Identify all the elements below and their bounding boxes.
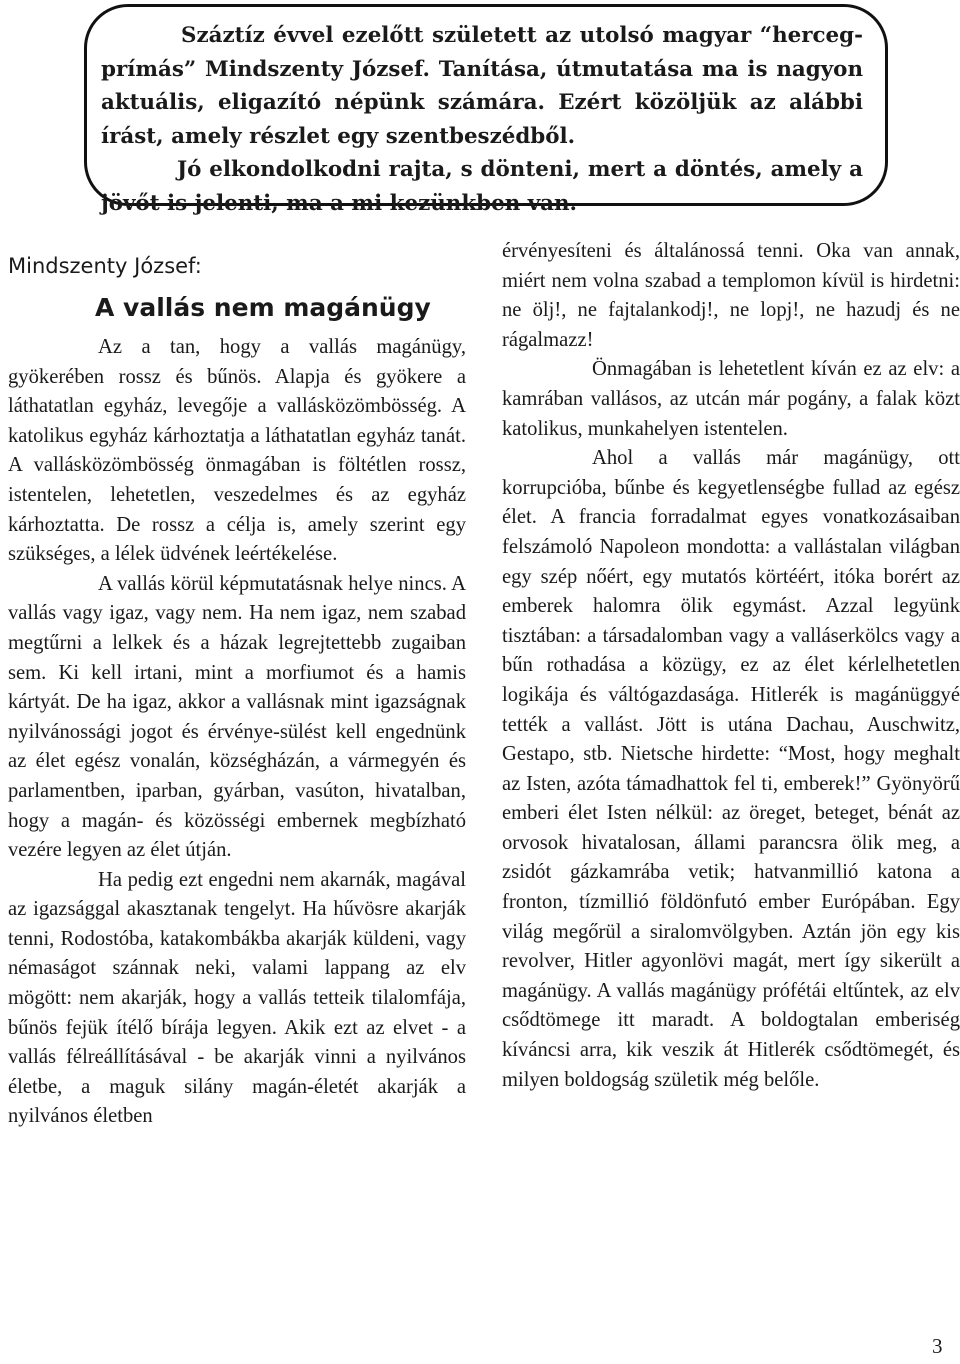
left-paragraph-1: Az a tan, hogy a vallás magánügy, gyökerében rossz és bűnös. Alapja és gyökere a láthatatlan egyház, levegője a vallásközömbösség. A katolikus egyház kárhoztatja a láthatatlan egyház tanát. A vallásközömbösség önmagában is föltétlen rossz, istentelen, lehetetlen, veszedelmes és az egyház kárhoztatta. De rossz a célja is, amely szerint egy szükséges, a lélek üdvének leértékelése. [8,336,466,566]
intro-paragraph-2: Jó elkondolkodni rajta, s dönteni, mert a döntés, amely a jövőt is jelenti, ma a mi kezünkben van. [101,157,863,216]
left-paragraph-2: A vallás körül képmutatásnak helye nincs. A vallás vagy igaz, vagy nem. Ha nem igaz, nem szabad megtűrni a lelkek és a házak legrejtettebb zugaiban sem. Ki kell irtani, mint a morfiumot és a hamis kártyát. De ha igaz, akkor a vallásnak mint igazságnak nyilvánossági jogot és érvénye-sülést kell engednünk az élet egész vonalán, községházán, a vármegyén és parlamentben, iparban, gyárban, vasúton, hivatalban, hogy a magán- és közösségi embernek megbízható vezére legyen az élet útján. [8,572,466,862]
intro-box [84,4,888,216]
right-paragraph-3: Ahol a vallás már magánügy, ott korrupcióba, bűnbe és kegyetlenségbe fullad az egész élet. A francia forradalmat egyes vonatkozásaiban felszámoló Napoleon mondotta: a vallástalan világban egy szép nőért, egy mutatós körtéért, itóka borért az emberek halomra ölik egymást. Azzal legyünk tisztában: a társadalomban vagy a valláserkölcs vagy a bűn rothadása a közügy, ez az élet kérlelhetetlen logikája és váltógazdasága. Hitlerék is magánüggyé tették a vallást. Jött is utána Dachau, Auschwitz, Gestapo, stb. Nietsche hirdette: “Most, hogy meghalt az Isten, azóta támadhattok fel ti, emberek!” Gyönyörű emberi élet Isten nélkül: az öreget, beteget, bénát az orvosok hivatalosan, állami parancsra ölik meg, a zsidót gázkamrába vetik; hatvanmillió katona a fronton, tízmillió földönfutó ember Európában. Egy világ megőrül a siralomvölgyben. Aztán jön egy kis revolver, Hitler agyonlövi magát, mert így sikerült a magánügy. A vallás magánügy prófétái eltűntek, az elv csődtömege itt maradt. A boldogtalan emberiség kíváncsi arra, kik veszik át Hitlerék csődtömegét, és milyen boldogság születik még belőle. [502,447,960,1091]
right-paragraph-1: érvényesíteni és általánossá tenni. Oka van annak, miért nem volna szabad a templomon kívül is hirdetni: ne ölj!, ne fajtalankodj!, ne lopj!, ne hazudj és ne rágalmazz! [502,240,960,351]
right-paragraph-2: Önmagában is lehetetlent kíván ez az elv: a kamrában vallásos, az utcán már pogány, a falak közt katolikus, munkahelyen istentelen. [502,358,960,440]
left-column [8,251,466,1132]
article-title: A vallás nem magánügy [95,293,431,322]
article-author: Mindszenty József: [8,254,202,278]
right-column [502,237,960,1095]
intro-paragraph-1: Száztíz évvel ezelőtt született az utolsó magyar “hercegprímás” Mindszenty József. Tanítása, útmutatása ma is nagyon aktuális, eligazító népünk számára. Ezért közöljük az alábbi írást, amely részlet egy szentbeszédből. [101,23,863,149]
left-paragraph-3: Ha pedig ezt engedni nem akarnák, magával az igazsággal akasztanak tengelyt. Ha hűvösre akarják tenni, Rodostóba, katakombákba akarják küldeni, vagy némaságot szánnak neki, valami lappang az elv mögött: nem akarják, hogy a vallás tetteik tilalomfája, bűnös fejük ítélő bírája legyen. Akik ezt az elvet - a vallás félreállításával - be akarják vinni a nyilvános életbe, a maguk silány magán-életét akarják a nyilvános életben [8,868,466,1128]
page-number: 3 [932,1334,943,1358]
